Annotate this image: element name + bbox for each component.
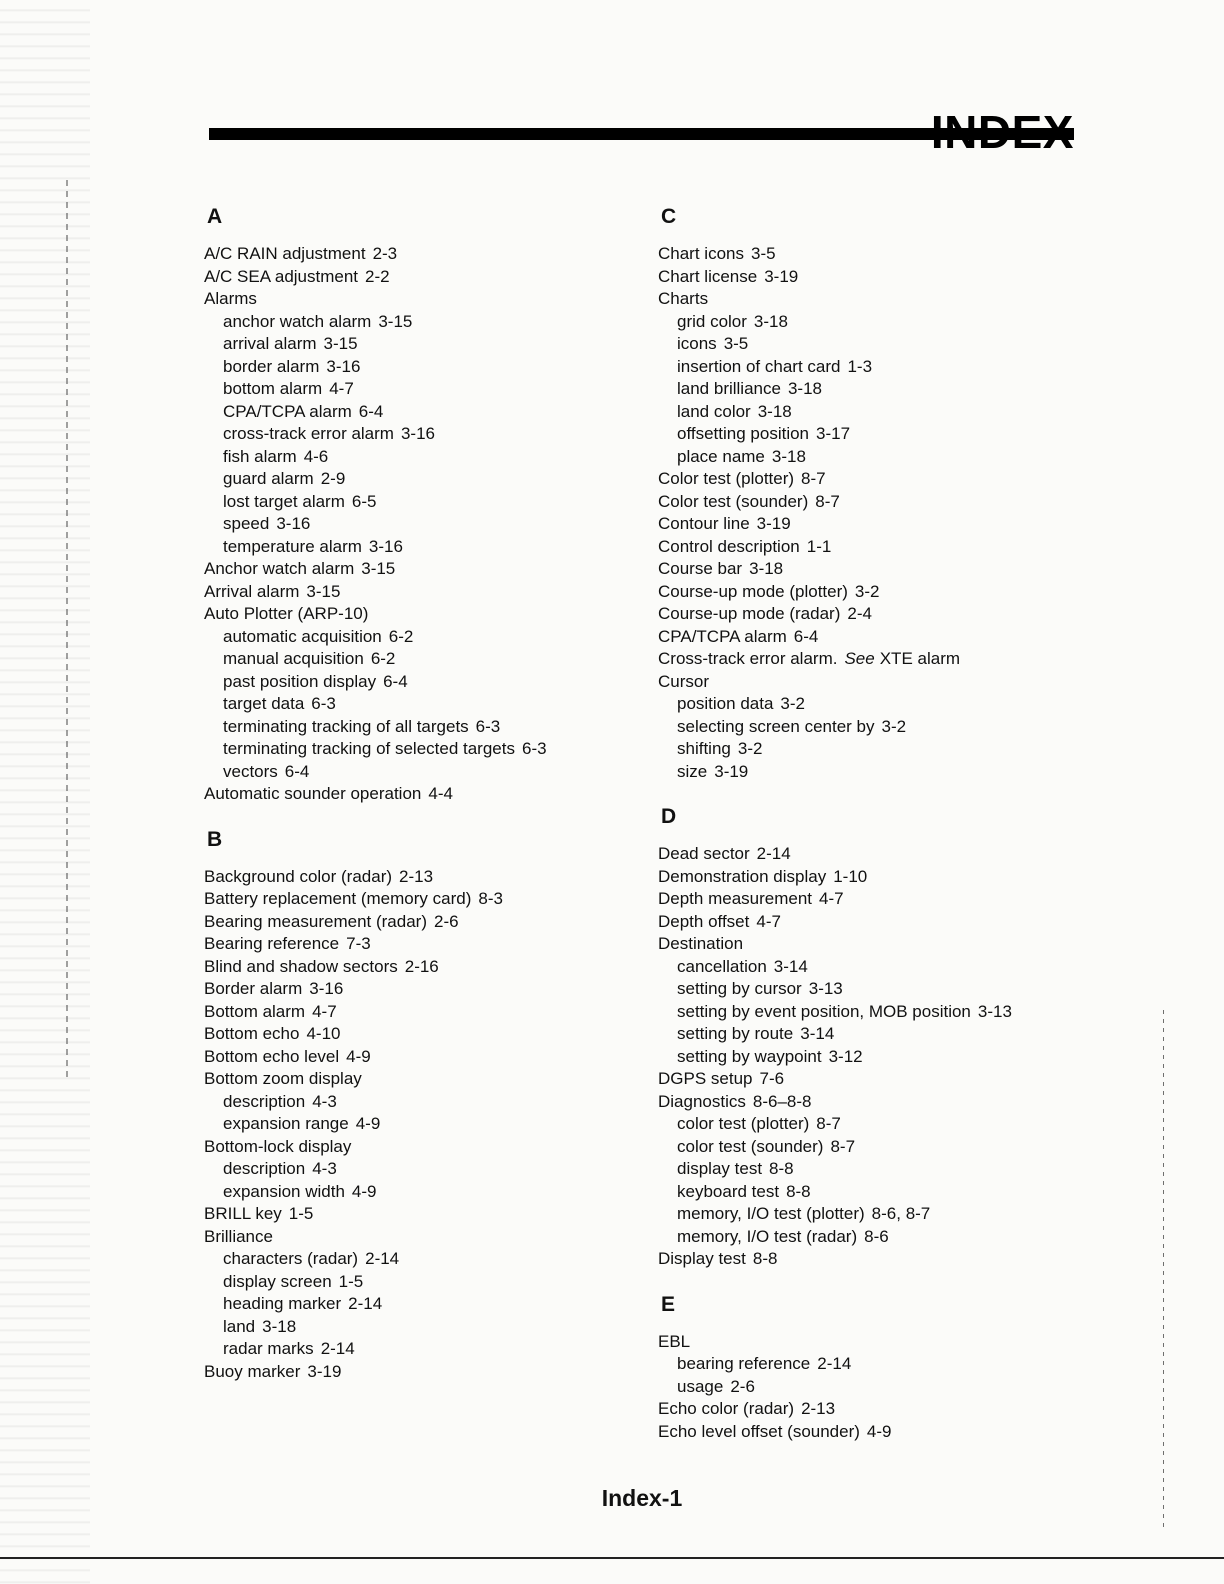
entry-page-ref: 3-15 [306,581,341,601]
index-subentry [204,1338,644,1361]
section-letter: E [661,1292,676,1316]
entry-term: Dead sector [658,844,750,863]
entry-page-ref: 8-8 [769,1159,794,1178]
entry-page-ref: 2-9 [320,469,346,488]
index-subentry [658,1023,1098,1046]
entry-term: shifting [677,739,731,758]
index-entry [204,1046,644,1069]
index-subentry [658,446,1098,469]
index-subentry [204,378,644,401]
entry-term: Diagnostics [658,1091,746,1111]
see-reference-label: See [844,649,875,668]
entry-term: Bottom zoom display [204,1069,362,1088]
index-subentry [658,356,1098,379]
entry-term: anchor watch alarm [223,311,372,331]
index-entry [204,866,644,889]
entry-term: Blind and shadow sectors [204,956,398,976]
entry-term: Bearing measurement (radar) [204,911,427,931]
entry-term: display screen [223,1271,332,1291]
entry-term: lost target alarm [223,491,345,511]
index-section-b [204,828,644,1384]
entry-term: Echo level offset (sounder) [658,1421,860,1441]
entry-term: arrival alarm [223,334,317,353]
index-entry [204,288,644,311]
entry-page-ref: 4-3 [312,1159,337,1178]
title-rule [209,128,1074,140]
entry-term: vectors [223,761,278,781]
entry-term: Demonstration display [658,866,827,886]
entry-page-ref: 2-4 [847,604,872,623]
entry-term: Chart license [658,266,758,286]
entry-term: border alarm [223,356,320,376]
entry-term: EBL [658,1331,691,1351]
entry-term: Cursor [658,671,710,691]
index-subentry [658,1203,1098,1226]
entry-page-ref: 3-16 [368,536,403,556]
entry-term: Bottom-lock display [204,1136,352,1156]
entry-page-ref: 7-3 [346,934,371,953]
entry-page-ref: 2-2 [365,266,390,286]
index-entry [204,911,644,934]
entry-page-ref: 3-18 [753,311,788,331]
entry-page-ref: 6-4 [358,401,384,421]
entry-term: setting by route [677,1024,794,1043]
entry-term: selecting screen center by [677,716,875,736]
entry-term: Bottom alarm [204,1001,306,1021]
entry-page-ref: 3-14 [773,956,808,976]
index-subentry [658,1226,1098,1249]
entry-term: Background color (radar) [204,866,393,886]
index-subentry [204,1158,644,1181]
entry-page-ref: 7-6 [759,1069,785,1088]
index-section-e [658,1293,1098,1444]
index-subentry [204,446,644,469]
entry-term: Border alarm [204,979,303,998]
scan-binding-line [66,180,68,1080]
entry-term: land [223,1316,256,1336]
entry-term: speed [223,514,270,533]
entry-term: Echo color (radar) [658,1399,795,1418]
index-subentry [204,311,644,334]
entry-page-ref: 4-3 [312,1091,337,1111]
entry-page-ref: 8-8 [786,1181,811,1201]
entry-page-ref: 8-3 [478,889,503,908]
entry-page-ref: 3-18 [757,401,792,421]
entry-term: color test (plotter) [677,1114,810,1133]
entry-term: Control description [658,536,800,556]
index-entry [658,491,1098,514]
index-entry [658,1398,1098,1421]
index-subentry [658,1353,1098,1376]
index-subentry [658,378,1098,401]
index-entry [658,603,1098,626]
index-entry [658,513,1098,536]
index-entry [204,558,644,581]
entry-page-ref: 6-5 [351,491,377,511]
index-entry [204,266,644,289]
entry-term: Color test (sounder) [658,491,809,511]
entry-term: memory, I/O test (plotter) [677,1204,865,1223]
entry-term: description [223,1159,306,1178]
entry-page-ref: 3-16 [309,979,344,998]
entry-term: Cross-track error alarm. [658,649,838,668]
index-entry [658,581,1098,604]
index-subentry [658,1181,1098,1204]
index-subentry [204,648,644,671]
entry-term: Auto Plotter (ARP-10) [204,604,369,623]
index-subentry [658,1113,1098,1136]
index-subentry [658,716,1098,739]
index-subentry [204,491,644,514]
entry-term: Arrival alarm [204,581,300,601]
index-entry [658,648,1098,671]
entry-page-ref: 3-16 [400,424,435,443]
entry-page-ref: 1-10 [833,866,868,886]
entry-page-ref: 3-19 [714,761,749,781]
index-entry [204,978,644,1001]
entry-term: Anchor watch alarm [204,559,355,578]
index-entry [658,1068,1098,1091]
index-entry [658,288,1098,311]
entry-term: BRILL key [204,1204,282,1223]
entry-term: Depth offset [658,911,750,931]
entry-term: expansion width [223,1181,345,1201]
index-subentry [204,738,644,761]
entry-page-ref: 6-2 [370,649,396,668]
entry-term: A/C RAIN adjustment [204,244,366,263]
entry-term: position data [677,694,774,713]
index-subentry [204,1316,644,1339]
entry-term: offsetting position [677,424,809,443]
entry-term: Color test (plotter) [658,469,795,488]
index-entry [658,843,1098,866]
entry-term: Course bar [658,559,743,578]
entry-page-ref: 2-14 [817,1354,852,1373]
entry-page-ref: 3-19 [764,266,799,286]
index-subentry [658,956,1098,979]
index-subentry [204,716,644,739]
index-entry [658,671,1098,694]
entry-term: guard alarm [223,469,314,488]
index-entry [658,933,1098,956]
entry-page-ref: 1-3 [847,356,873,376]
entry-page-ref: 2-14 [365,1249,400,1268]
entry-page-ref: 8-7 [815,491,840,511]
index-subentry [658,1046,1098,1069]
index-subentry [204,423,644,446]
section-letter: A [207,205,223,228]
entry-term: Course-up mode (plotter) [658,581,848,601]
entry-term: expansion range [223,1114,349,1133]
index-subentry [204,356,644,379]
section-letter: D [661,805,677,828]
index-entry [204,603,644,626]
see-reference-target: XTE alarm [879,649,961,668]
entry-page-ref: 3-2 [780,694,805,713]
entry-page-ref: 3-18 [749,559,784,578]
entry-page-ref: 3-18 [771,446,806,466]
index-subentry [204,1293,644,1316]
entry-page-ref: 8-6–8-8 [752,1091,812,1111]
entry-page-ref: 3-15 [378,311,413,331]
index-entry [658,626,1098,649]
entry-term: bearing reference [677,1354,811,1373]
entry-page-ref: 3-13 [808,979,843,998]
entry-page-ref: 2-14 [348,1294,383,1313]
index-section-c [658,205,1098,783]
index-subentry [204,693,644,716]
entry-page-ref: 4-7 [329,379,354,398]
index-entry [204,1226,644,1249]
entry-term: Chart icons [658,244,744,263]
entry-page-ref: 3-16 [326,356,361,376]
entry-term: bottom alarm [223,379,323,398]
index-subentry [204,761,644,784]
entry-term: heading marker [223,1294,342,1313]
entry-term: Alarms [204,289,257,308]
entry-page-ref: 3-5 [750,244,776,263]
index-subentry [204,468,644,491]
index-entry [204,956,644,979]
entry-page-ref: 4-6 [303,446,329,466]
entry-page-ref: 3-16 [276,514,311,533]
index-subentry [658,423,1098,446]
entry-term: usage [677,1376,724,1396]
entry-page-ref: 2-13 [801,1399,836,1418]
entry-page-ref: 2-6 [433,911,459,931]
entry-page-ref: 8-6 [864,1226,889,1246]
index-entry [204,581,644,604]
index-entry [204,888,644,911]
index-subentry [658,978,1098,1001]
entry-term: insertion of chart card [677,356,841,376]
index-section-d [658,805,1098,1271]
entry-page-ref: 3-17 [816,424,851,443]
entry-page-ref: 3-15 [323,334,358,353]
entry-term: Bottom echo level [204,1046,340,1066]
entry-term: size [677,761,708,781]
index-subentry [658,1136,1098,1159]
entry-page-ref: 3-18 [262,1316,297,1336]
index-entry [204,1136,644,1159]
entry-page-ref: 1-1 [806,536,832,556]
entry-term: color test (sounder) [677,1136,824,1156]
entry-term: setting by waypoint [677,1046,822,1066]
index-subentry [204,626,644,649]
entry-term: land brilliance [677,379,781,398]
entry-term: terminating tracking of all targets [223,716,469,736]
entry-term: cross-track error alarm [223,424,394,443]
entry-term: setting by event position, MOB position [677,1001,971,1021]
entry-term: Battery replacement (memory card) [204,889,472,908]
index-subentry [204,1113,644,1136]
index-entry [658,1331,1098,1354]
index-entry [658,888,1098,911]
entry-term: icons [677,334,717,353]
index-subentry [658,311,1098,334]
index-entry [658,866,1098,889]
index-subentry [658,401,1098,424]
entry-page-ref: 2-13 [399,866,434,886]
index-entry [204,783,644,806]
entry-page-ref: 6-3 [311,694,336,713]
scan-edge-artifact [0,0,90,1584]
entry-page-ref: 3-15 [361,559,396,578]
entry-page-ref: 6-3 [475,716,501,736]
entry-page-ref: 1-5 [338,1271,364,1291]
index-entry [658,266,1098,289]
entry-page-ref: 6-4 [793,626,819,646]
entry-term: manual acquisition [223,649,364,668]
entry-page-ref: 3-14 [800,1024,835,1043]
entry-page-ref: 8-6, 8-7 [871,1204,931,1223]
index-subentry [204,671,644,694]
index-subentry [658,1158,1098,1181]
index-subentry [204,401,644,424]
entry-term: CPA/TCPA alarm [223,401,352,421]
index-entry [658,243,1098,266]
entry-page-ref: 4-9 [866,1421,892,1441]
entry-page-ref: 3-19 [307,1361,342,1381]
entry-page-ref: 3-2 [737,739,763,758]
index-entry [204,243,644,266]
entry-page-ref: 4-7 [819,889,844,908]
entry-page-ref: 6-4 [383,671,408,691]
page-number: Index-1 [601,1485,683,1511]
entry-page-ref: 6-3 [521,739,547,758]
entry-page-ref: 4-9 [346,1046,371,1066]
entry-page-ref: 4-4 [428,784,453,803]
entry-page-ref: 3-13 [977,1001,1012,1021]
entry-page-ref: 3-2 [854,581,880,601]
entry-page-ref: 2-14 [320,1339,355,1358]
section-letter: B [207,827,223,851]
index-subentry [204,333,644,356]
entry-page-ref: 8-7 [830,1136,856,1156]
index-subentry [658,693,1098,716]
index-column-left [204,205,644,1405]
index-entry [204,1361,644,1384]
entry-term: CPA/TCPA alarm [658,626,787,646]
entry-term: terminating tracking of selected targets [223,739,515,758]
index-entry [658,558,1098,581]
index-entry [658,536,1098,559]
entry-term: Buoy marker [204,1361,301,1381]
index-subentry [658,1376,1098,1399]
index-subentry [204,513,644,536]
entry-term: Charts [658,289,709,308]
index-subentry [658,738,1098,761]
entry-term: radar marks [223,1339,314,1358]
entry-term: Brilliance [204,1226,273,1246]
entry-page-ref: 4-9 [351,1181,377,1201]
entry-term: Bearing reference [204,934,340,953]
entry-term: place name [677,446,765,466]
index-entry [204,1023,644,1046]
entry-term: Bottom echo [204,1024,300,1043]
entry-page-ref: 3-19 [756,514,791,533]
entry-term: A/C SEA adjustment [204,266,359,286]
entry-page-ref: 8-7 [801,469,826,488]
entry-page-ref: 6-2 [388,626,414,646]
page-bottom-rule [0,1557,1224,1559]
entry-term: DGPS setup [658,1069,753,1088]
index-subentry [204,536,644,559]
entry-term: description [223,1091,306,1111]
section-letter: C [661,205,677,228]
entry-page-ref: 8-8 [752,1249,778,1268]
entry-page-ref: 3-5 [723,334,749,353]
entry-term: automatic acquisition [223,626,382,646]
entry-page-ref: 2-14 [756,844,791,863]
index-entry [204,933,644,956]
index-entry [658,911,1098,934]
index-subentry [658,333,1098,356]
entry-page-ref: 4-10 [306,1024,341,1043]
entry-term: land color [677,401,751,421]
entry-page-ref: 4-7 [312,1001,337,1021]
entry-term: characters (radar) [223,1249,359,1268]
entry-term: Depth measurement [658,889,813,908]
entry-term: cancellation [677,956,767,976]
index-subentry [204,1248,644,1271]
index-section-a [204,205,644,806]
entry-term: fish alarm [223,446,297,466]
index-subentry [204,1271,644,1294]
index-subentry [204,1181,644,1204]
entry-term: Display test [658,1249,746,1268]
index-subentry [658,1001,1098,1024]
entry-page-ref: 1-5 [288,1204,314,1223]
entry-page-ref: 3-18 [787,379,822,398]
entry-term: Destination [658,934,744,953]
index-column-right [658,205,1098,1465]
entry-page-ref: 2-3 [372,244,398,263]
entry-term: Automatic sounder operation [204,784,422,803]
index-entry [658,1248,1098,1271]
entry-term: memory, I/O test (radar) [677,1226,858,1246]
entry-page-ref: 4-7 [756,911,781,931]
scan-margin-line [1163,1010,1164,1530]
entry-term: target data [223,694,305,713]
index-entry [658,1421,1098,1444]
entry-page-ref: 2-16 [404,956,439,976]
entry-term: Contour line [658,514,750,533]
entry-term: temperature alarm [223,536,362,556]
index-entry [658,468,1098,491]
entry-page-ref: 6-4 [284,761,310,781]
entry-page-ref: 2-6 [730,1376,755,1396]
entry-term: keyboard test [677,1181,780,1201]
index-entry [204,1203,644,1226]
index-subentry [658,761,1098,784]
entry-term: setting by cursor [677,979,802,998]
entry-term: display test [677,1159,763,1178]
entry-page-ref: 4-9 [355,1114,381,1133]
entry-term: grid color [677,311,747,331]
entry-page-ref: 3-2 [881,716,907,736]
index-entry [204,1068,644,1091]
entry-page-ref: 3-12 [828,1046,863,1066]
entry-term: Course-up mode (radar) [658,604,841,623]
index-entry [204,1001,644,1024]
index-subentry [204,1091,644,1114]
entry-term: past position display [223,671,377,691]
index-entry [658,1091,1098,1114]
entry-page-ref: 8-7 [816,1114,841,1133]
